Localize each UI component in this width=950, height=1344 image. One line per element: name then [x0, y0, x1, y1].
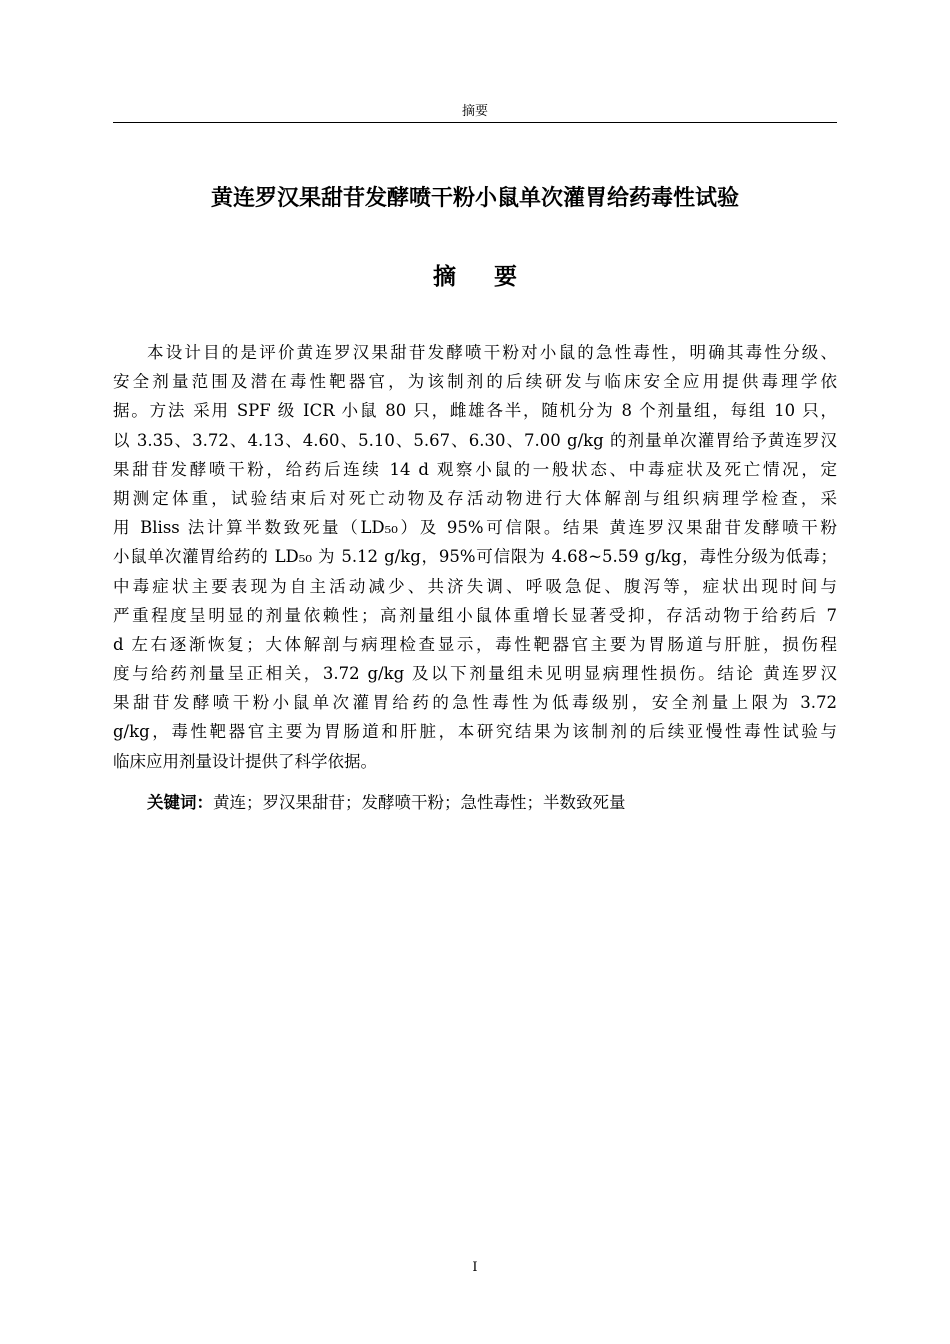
abstract-line: 本设计目的是评价黄连罗汉果甜苷发酵喷干粉对小鼠的急性毒性，明确其毒性分级、	[147, 343, 837, 362]
abstract-line: 期测定体重，试验结束后对死亡动物及存活动物进行大体解剖与组织病理学检查，采	[113, 488, 837, 508]
keywords-line	[147, 788, 626, 817]
abstract-line: 小鼠单次灌胃给药的 LD₅₀ 为 5.12 g/kg，95%可信限为 4.68~5.59 g/kg，毒性分级为低毒；	[113, 547, 837, 567]
abstract-line: 严重程度呈明显的剂量依赖性；高剂量组小鼠体重增长显著受抑，存活动物于给药后 7	[113, 605, 837, 625]
abstract-line: 临床应用剂量设计提供了科学依据。	[113, 751, 377, 771]
abstract-line: g/kg，毒性靶器官主要为胃肠道和肝脏，本研究结果为该制剂的后续亚慢性毒性试验与	[113, 722, 837, 742]
running-header: 摘要	[461, 104, 488, 119]
abstract-heading: 摘要	[433, 264, 555, 290]
abstract-line: 安全剂量范围及潜在毒性靶器官，为该制剂的后续研发与临床安全应用提供毒理学依	[113, 372, 837, 392]
keywords-text: 黄连；罗汉果甜苷；发酵喷干粉；急性毒性；半数致死量	[213, 793, 626, 812]
abstract-line: 据。方法 采用 SPF 级 ICR 小鼠 80 只，雌雄各半，随机分为 8 个剂量组，每组 10 只，	[113, 401, 837, 421]
abstract-body	[113, 338, 837, 776]
page-number: I	[472, 1260, 478, 1275]
header-divider	[113, 122, 837, 123]
abstract-line: 果甜苷发酵喷干粉小鼠单次灌胃给药的急性毒性为低毒级别，安全剂量上限为 3.72	[113, 693, 837, 713]
document-title: 黄连罗汉果甜苷发酵喷干粉小鼠单次灌胃给药毒性试验	[210, 186, 739, 211]
abstract-line: 用 Bliss 法计算半数致死量（LD₅₀）及 95%可信限。结果 黄连罗汉果甜苷发酵喷干粉	[113, 518, 837, 538]
abstract-line: 度与给药剂量呈正相关，3.72 g/kg 及以下剂量组未见明显病理性损伤。结论 黄连罗汉	[113, 664, 837, 684]
abstract-line: 中毒症状主要表现为自主活动减少、共济失调、呼吸急促、腹泻等，症状出现时间与	[113, 576, 837, 596]
abstract-line: 果甜苷发酵喷干粉，给药后连续 14 d 观察小鼠的一般状态、中毒症状及死亡情况，定	[113, 459, 837, 479]
abstract-line: 以 3.35、3.72、4.13、4.60、5.10、5.67、6.30、7.00 g/kg 的剂量单次灌胃给予黄连罗汉	[113, 430, 837, 450]
abstract-line: d 左右逐渐恢复；大体解剖与病理检查显示，毒性靶器官主要为胃肠道与肝脏，损伤程	[113, 634, 837, 654]
keywords-label: 关键词：	[147, 793, 213, 812]
